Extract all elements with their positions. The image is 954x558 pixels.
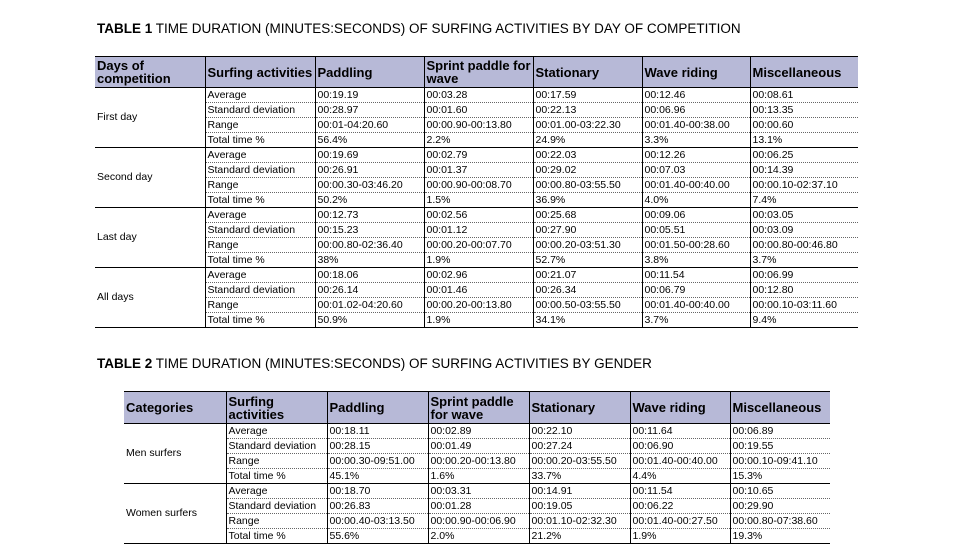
table-cell: 00:29.90 — [730, 499, 830, 514]
table-cell: 00:00.90-00:13.80 — [424, 118, 533, 133]
table-row — [124, 469, 830, 484]
table1-label: TABLE 1 — [97, 21, 153, 36]
group-label: Men surfers — [124, 424, 226, 484]
table-cell: 00:11.54 — [630, 484, 730, 499]
table2-header-4: Stationary — [529, 392, 630, 424]
table-row — [124, 514, 830, 529]
table-cell: 00:14.39 — [750, 163, 858, 178]
table-cell: 00:02.56 — [424, 208, 533, 223]
activity-label: Standard deviation — [205, 223, 315, 238]
table-row — [95, 148, 858, 163]
table-cell: 00:12.80 — [750, 283, 858, 298]
table-row — [95, 163, 858, 178]
table-cell: 00:06.22 — [630, 499, 730, 514]
table-cell: 00:00.10-03:11.60 — [750, 298, 858, 313]
table-cell: 00:01.40-00:40.00 — [642, 298, 750, 313]
table-cell: 00:26.91 — [315, 163, 424, 178]
table-cell: 7.4% — [750, 193, 858, 208]
table2-header-6: Miscellaneous — [730, 392, 830, 424]
table1-caption — [97, 21, 741, 36]
table-cell: 00:22.13 — [533, 103, 642, 118]
activity-label: Total time % — [205, 313, 315, 328]
table-cell: 00:14.91 — [529, 484, 630, 499]
table-cell: 00:12.73 — [315, 208, 424, 223]
table-cell: 00:18.70 — [327, 484, 428, 499]
table-cell: 56.4% — [315, 133, 424, 148]
table-cell: 38% — [315, 253, 424, 268]
table-cell: 00:06.99 — [750, 268, 858, 283]
table-cell: 00:01.49 — [428, 439, 529, 454]
table-cell: 00:13.35 — [750, 103, 858, 118]
table-cell: 00:00.60 — [750, 118, 858, 133]
table-cell: 00:00.80-03:55.50 — [533, 178, 642, 193]
table-cell: 00:01.37 — [424, 163, 533, 178]
table-cell: 1.9% — [424, 313, 533, 328]
table-cell: 00:02.96 — [424, 268, 533, 283]
table-cell: 00:08.61 — [750, 88, 858, 103]
table-cell: 3.7% — [750, 253, 858, 268]
table-cell: 00:18.11 — [327, 424, 428, 439]
table-cell: 50.2% — [315, 193, 424, 208]
table-cell: 19.3% — [730, 529, 830, 544]
table-cell: 00:01.40-00:27.50 — [630, 514, 730, 529]
table-row — [95, 118, 858, 133]
activity-label: Average — [205, 148, 315, 163]
table-cell: 1.5% — [424, 193, 533, 208]
table-row — [124, 484, 830, 499]
table1-header-0: Days of competition — [95, 57, 205, 88]
table1-header-6: Miscellaneous — [750, 57, 858, 88]
table-cell: 00:05.51 — [642, 223, 750, 238]
table-cell: 00:21.07 — [533, 268, 642, 283]
table-row — [124, 439, 830, 454]
table-cell: 00:01.50-00:28.60 — [642, 238, 750, 253]
group-label: Women surfers — [124, 484, 226, 544]
table-row — [95, 223, 858, 238]
table-cell: 00:01.40-00:38.00 — [642, 118, 750, 133]
activity-label: Average — [226, 484, 327, 499]
table-cell: 2.2% — [424, 133, 533, 148]
table-row — [95, 268, 858, 283]
table-cell: 00:28.97 — [315, 103, 424, 118]
table-cell: 33.7% — [529, 469, 630, 484]
table-cell: 21.2% — [529, 529, 630, 544]
group-label: First day — [95, 88, 205, 148]
table-cell: 3.7% — [642, 313, 750, 328]
table1-header-2: Paddling — [315, 57, 424, 88]
table-cell: 00:06.25 — [750, 148, 858, 163]
table-cell: 00:00.20-00:13.80 — [428, 454, 529, 469]
table-cell: 00:01.40-00:40.00 — [642, 178, 750, 193]
table-row — [124, 454, 830, 469]
table-cell: 36.9% — [533, 193, 642, 208]
table-row — [95, 133, 858, 148]
table-cell: 00:25.68 — [533, 208, 642, 223]
table-row — [95, 103, 858, 118]
table-cell: 00:10.65 — [730, 484, 830, 499]
table2-header-row — [124, 392, 830, 424]
activity-label: Average — [205, 268, 315, 283]
table-cell: 00:00.10-09:41.10 — [730, 454, 830, 469]
table1-header-4: Stationary — [533, 57, 642, 88]
activity-label: Range — [205, 238, 315, 253]
table-cell: 2.0% — [428, 529, 529, 544]
table-cell: 00:01-04:20.60 — [315, 118, 424, 133]
activity-label: Range — [205, 298, 315, 313]
table-cell: 00:28.15 — [327, 439, 428, 454]
activity-label: Average — [205, 88, 315, 103]
table1-header-1: Surfing activities — [205, 57, 315, 88]
table1-header-3: Sprint paddle for wave — [424, 57, 533, 88]
table-cell: 00:27.90 — [533, 223, 642, 238]
table-cell: 00:00.90-00:06.90 — [428, 514, 529, 529]
table-cell: 00:01.10-02:32.30 — [529, 514, 630, 529]
table-cell: 00:00.90-00:08.70 — [424, 178, 533, 193]
table-cell: 00:01.40-00:40.00 — [630, 454, 730, 469]
table-cell: 00:03.09 — [750, 223, 858, 238]
table-cell: 00:15.23 — [315, 223, 424, 238]
table-cell: 00:00.50-03:55.50 — [533, 298, 642, 313]
table-cell: 00:03.31 — [428, 484, 529, 499]
activity-label: Total time % — [205, 193, 315, 208]
table-cell: 00:03.05 — [750, 208, 858, 223]
table2-header-0: Categories — [124, 392, 226, 424]
table-cell: 00:03.28 — [424, 88, 533, 103]
table-cell: 00:00.20-00:13.80 — [424, 298, 533, 313]
table2-title: TIME DURATION (MINUTES:SECONDS) OF SURFING ACTIVITIES BY GENDER — [155, 356, 652, 371]
activity-label: Total time % — [226, 469, 327, 484]
table-cell: 00:22.03 — [533, 148, 642, 163]
table-row — [95, 238, 858, 253]
table-row — [95, 253, 858, 268]
table-cell: 00:00.30-03:46.20 — [315, 178, 424, 193]
table-cell: 00:06.90 — [630, 439, 730, 454]
table-row — [124, 529, 830, 544]
table-cell: 00:22.10 — [529, 424, 630, 439]
table-cell: 00:00.20-03:51.30 — [533, 238, 642, 253]
activity-label: Average — [205, 208, 315, 223]
table-cell: 00:09.06 — [642, 208, 750, 223]
table2-header-5: Wave riding — [630, 392, 730, 424]
group-label: Last day — [95, 208, 205, 268]
table-cell: 00:00.80-07:38.60 — [730, 514, 830, 529]
activity-label: Standard deviation — [226, 499, 327, 514]
table-cell: 00:06.96 — [642, 103, 750, 118]
table1 — [95, 56, 858, 328]
table-cell: 00:01.12 — [424, 223, 533, 238]
activity-label: Standard deviation — [205, 103, 315, 118]
table-cell: 00:00.10-02:37.10 — [750, 178, 858, 193]
table-cell: 00:00.40-03:13.50 — [327, 514, 428, 529]
table-cell: 50.9% — [315, 313, 424, 328]
table-row — [95, 313, 858, 328]
table-cell: 00:00.20-00:07.70 — [424, 238, 533, 253]
table-cell: 3.3% — [642, 133, 750, 148]
table-cell: 00:19.55 — [730, 439, 830, 454]
table-cell: 00:12.46 — [642, 88, 750, 103]
table-cell: 00:01.00-03:22.30 — [533, 118, 642, 133]
table-cell: 00:27.24 — [529, 439, 630, 454]
table-cell: 00:01.46 — [424, 283, 533, 298]
table-cell: 00:11.64 — [630, 424, 730, 439]
table-cell: 00:06.89 — [730, 424, 830, 439]
table-cell: 00:02.79 — [424, 148, 533, 163]
activity-label: Total time % — [205, 133, 315, 148]
group-label: All days — [95, 268, 205, 328]
table-row — [95, 298, 858, 313]
table-cell: 4.4% — [630, 469, 730, 484]
table-cell: 1.9% — [424, 253, 533, 268]
table-cell: 00:00.80-00:46.80 — [750, 238, 858, 253]
table-cell: 4.0% — [642, 193, 750, 208]
table-cell: 00:19.19 — [315, 88, 424, 103]
activity-label: Standard deviation — [226, 439, 327, 454]
table-cell: 00:12.26 — [642, 148, 750, 163]
table-cell: 00:29.02 — [533, 163, 642, 178]
table-cell: 00:01.28 — [428, 499, 529, 514]
activity-label: Range — [226, 514, 327, 529]
table2 — [124, 391, 830, 544]
table-cell: 00:18.06 — [315, 268, 424, 283]
table-cell: 00:06.79 — [642, 283, 750, 298]
table-cell: 15.3% — [730, 469, 830, 484]
table1-header-row — [95, 57, 858, 88]
table2-header-2: Paddling — [327, 392, 428, 424]
table2-caption — [97, 356, 652, 371]
table-cell: 00:07.03 — [642, 163, 750, 178]
table2-header-3: Sprint paddle for wave — [428, 392, 529, 424]
table-cell: 24.9% — [533, 133, 642, 148]
table2-label: TABLE 2 — [97, 356, 153, 371]
table-row — [95, 283, 858, 298]
group-label: Second day — [95, 148, 205, 208]
table-cell: 9.4% — [750, 313, 858, 328]
table-cell: 00:11.54 — [642, 268, 750, 283]
table-cell: 00:26.83 — [327, 499, 428, 514]
table-row — [124, 499, 830, 514]
table-row — [95, 88, 858, 103]
table-row — [95, 208, 858, 223]
table1-header-5: Wave riding — [642, 57, 750, 88]
table-cell: 00:01.02-04:20.60 — [315, 298, 424, 313]
table-cell: 13.1% — [750, 133, 858, 148]
table-cell: 00:19.05 — [529, 499, 630, 514]
activity-label: Total time % — [226, 529, 327, 544]
table-cell: 1.9% — [630, 529, 730, 544]
table-row — [124, 424, 830, 439]
activity-label: Standard deviation — [205, 163, 315, 178]
table-cell: 00:00.80-02:36.40 — [315, 238, 424, 253]
table-cell: 00:17.59 — [533, 88, 642, 103]
activity-label: Range — [226, 454, 327, 469]
table-cell: 1.6% — [428, 469, 529, 484]
table1-title: TIME DURATION (MINUTES:SECONDS) OF SURFING ACTIVITIES BY DAY OF COMPETITION — [155, 21, 741, 36]
table-cell: 00:02.89 — [428, 424, 529, 439]
table-cell: 00:19.69 — [315, 148, 424, 163]
table-cell: 45.1% — [327, 469, 428, 484]
table-cell: 00:01.60 — [424, 103, 533, 118]
table-cell: 52.7% — [533, 253, 642, 268]
table-cell: 00:26.34 — [533, 283, 642, 298]
table-cell: 55.6% — [327, 529, 428, 544]
table-cell: 3.8% — [642, 253, 750, 268]
table-cell: 00:00.20-03:55.50 — [529, 454, 630, 469]
activity-label: Range — [205, 178, 315, 193]
activity-label: Range — [205, 118, 315, 133]
table-row — [95, 178, 858, 193]
table-cell: 00:00.30-09:51.00 — [327, 454, 428, 469]
table2-header-1: Surfing activities — [226, 392, 327, 424]
table-cell: 00:26.14 — [315, 283, 424, 298]
table-cell: 34.1% — [533, 313, 642, 328]
activity-label: Total time % — [205, 253, 315, 268]
activity-label: Average — [226, 424, 327, 439]
activity-label: Standard deviation — [205, 283, 315, 298]
table-row — [95, 193, 858, 208]
